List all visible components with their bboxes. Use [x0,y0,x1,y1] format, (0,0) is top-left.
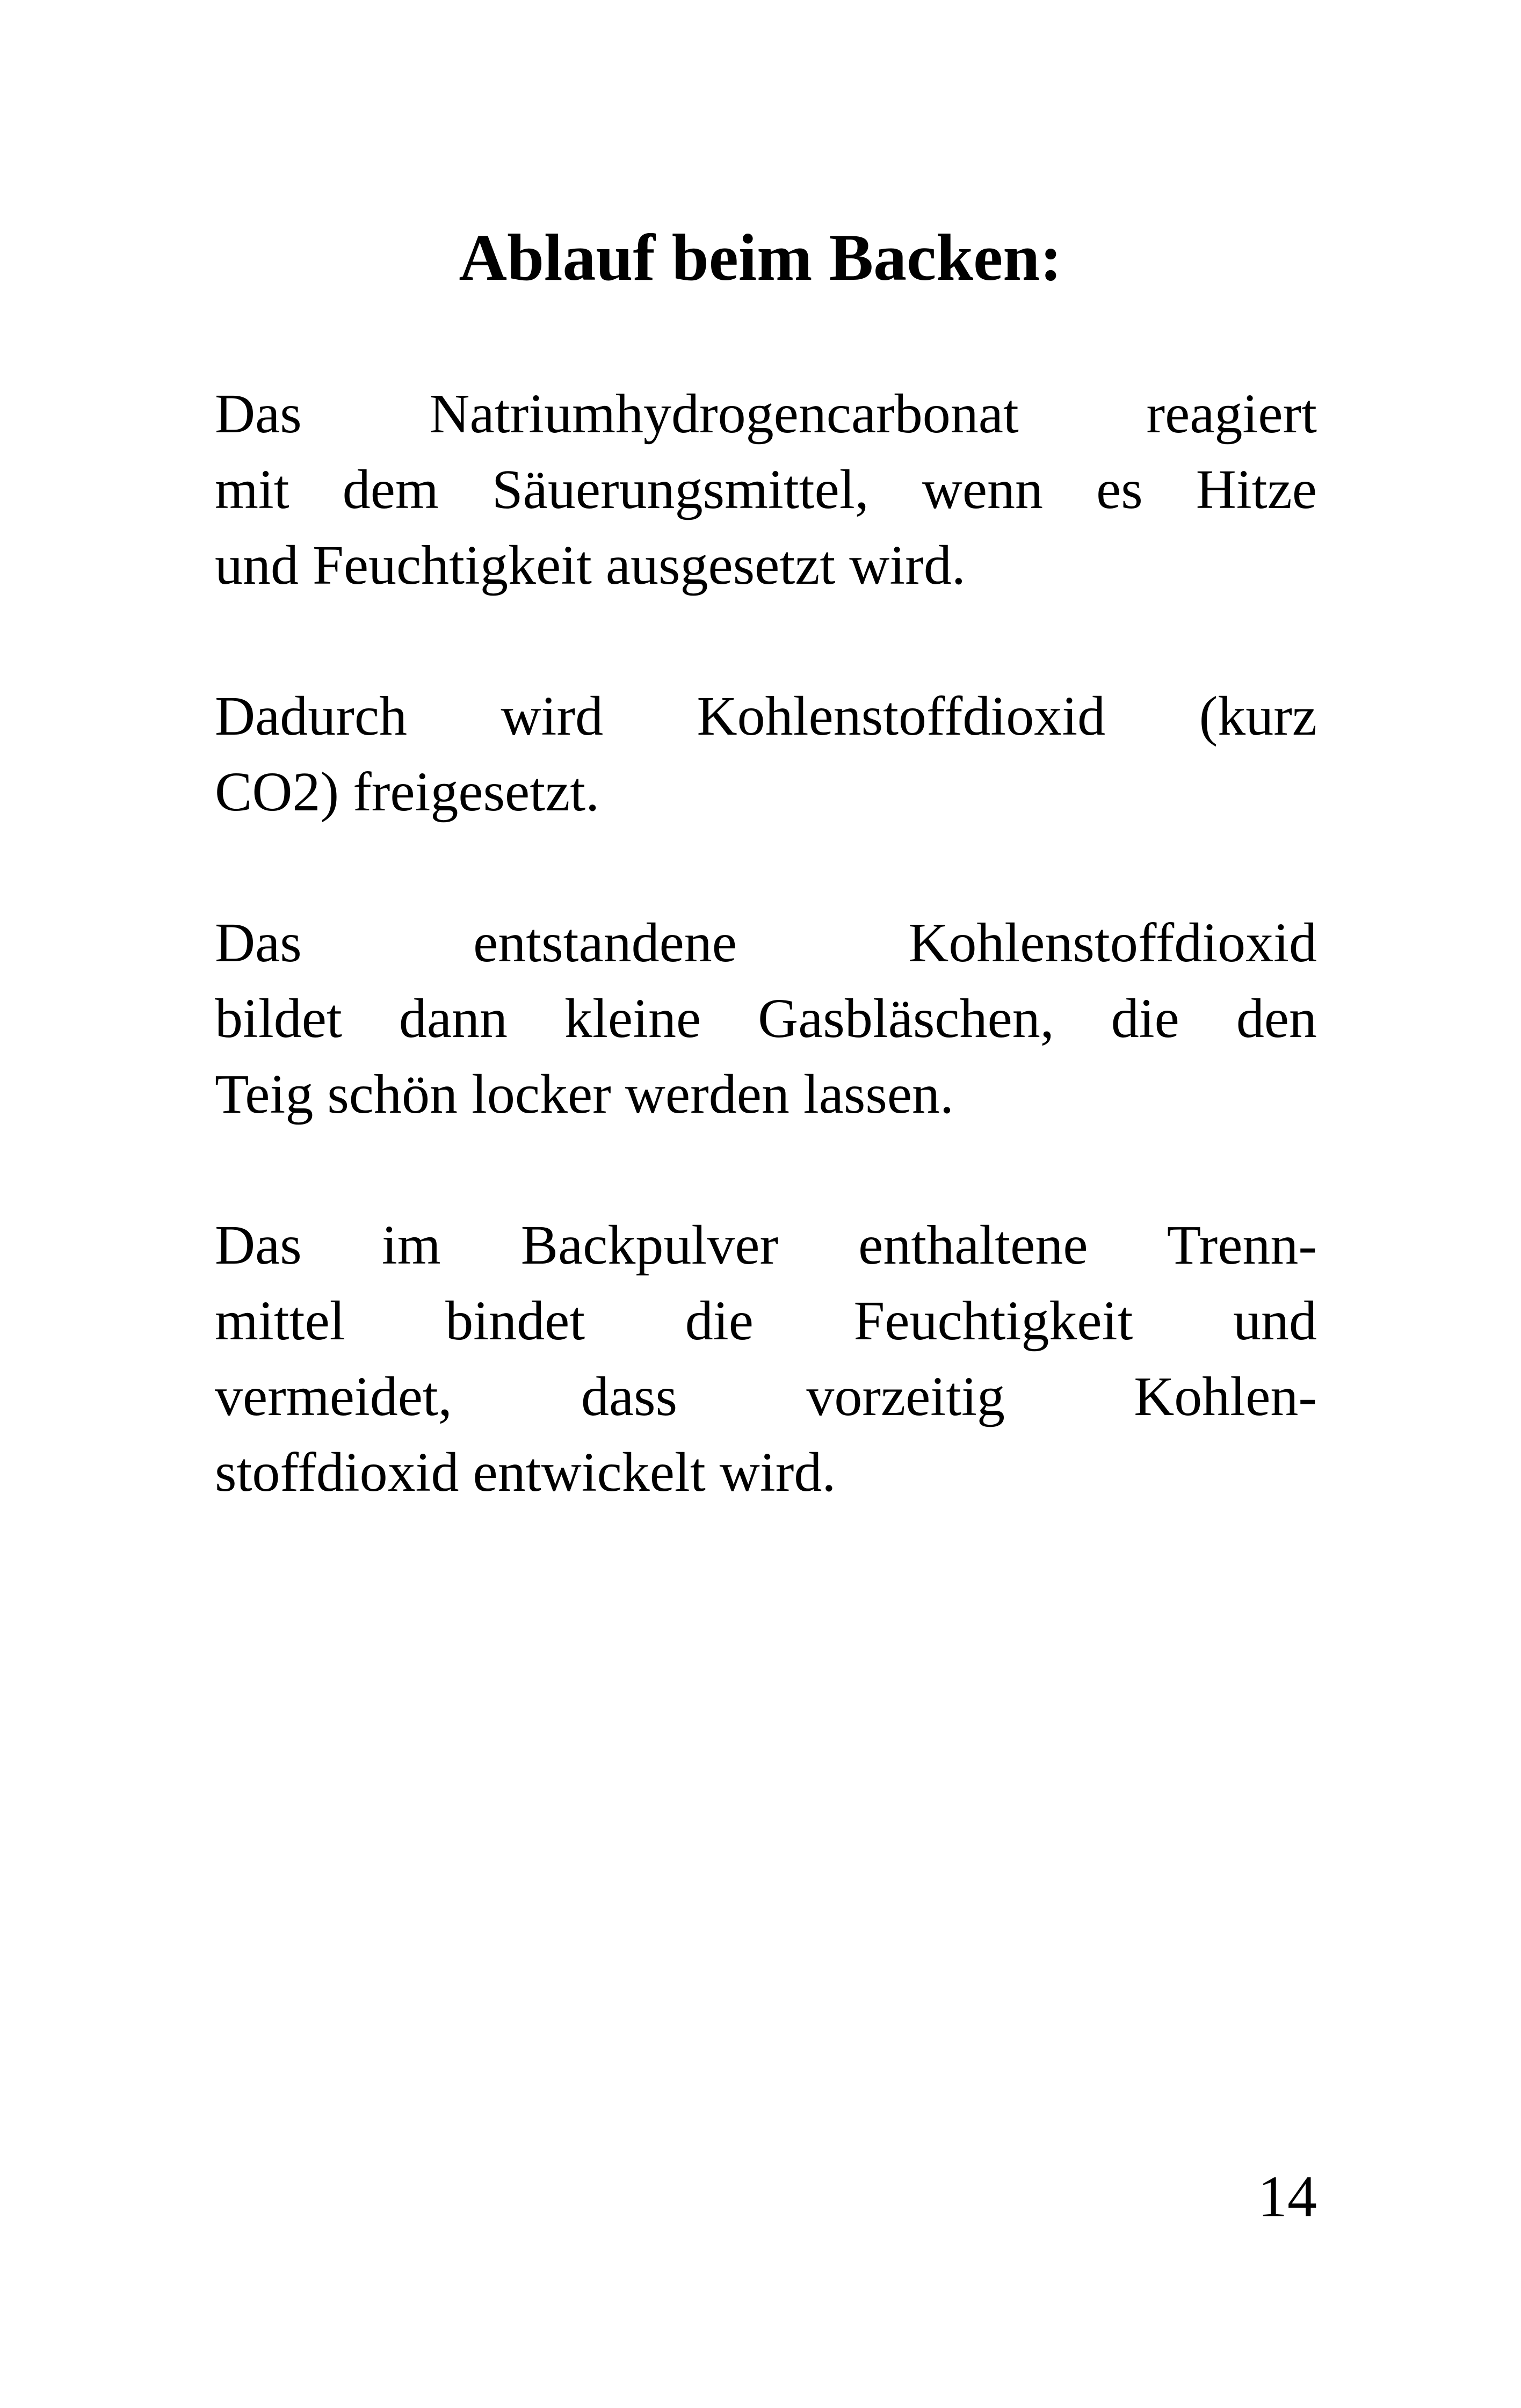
text-line: mittel bindet die Feuchtigkeit und [215,1290,1317,1352]
text-line: Dadurch wird Kohlenstoffdioxid (kurz [215,685,1317,747]
paragraph-2 [215,678,1317,830]
text-line: bildet dann kleine Gasbläschen, die den [215,988,1317,1049]
page-heading: Ablauf beim Backen: [459,221,1062,294]
text-line: Das Natriumhydrogencarbonat reagiert [215,383,1317,445]
text-line: und Feuchtigkeit ausgesetzt wird. [215,534,966,596]
page-number: 14 [1258,2164,1317,2229]
paragraph-4 [215,1207,1317,1510]
text-line: CO2) freigesetzt. [215,761,600,823]
text-line: Das entstandene Kohlenstoffdioxid [215,912,1317,974]
text-line: vermeidet, dass vorzeitig Kohlen- [215,1366,1317,1427]
text-line: stoffdioxid entwickelt wird. [215,1441,836,1503]
page-content [215,376,1317,1585]
paragraph-3 [215,905,1317,1132]
text-line: Teig schön locker werden lassen. [215,1063,954,1125]
text-line: mit dem Säuerungsmittel, wenn es Hitze [215,459,1317,520]
paragraph-1 [215,376,1317,603]
text-line: Das im Backpulver enthaltene Trenn- [215,1214,1317,1276]
